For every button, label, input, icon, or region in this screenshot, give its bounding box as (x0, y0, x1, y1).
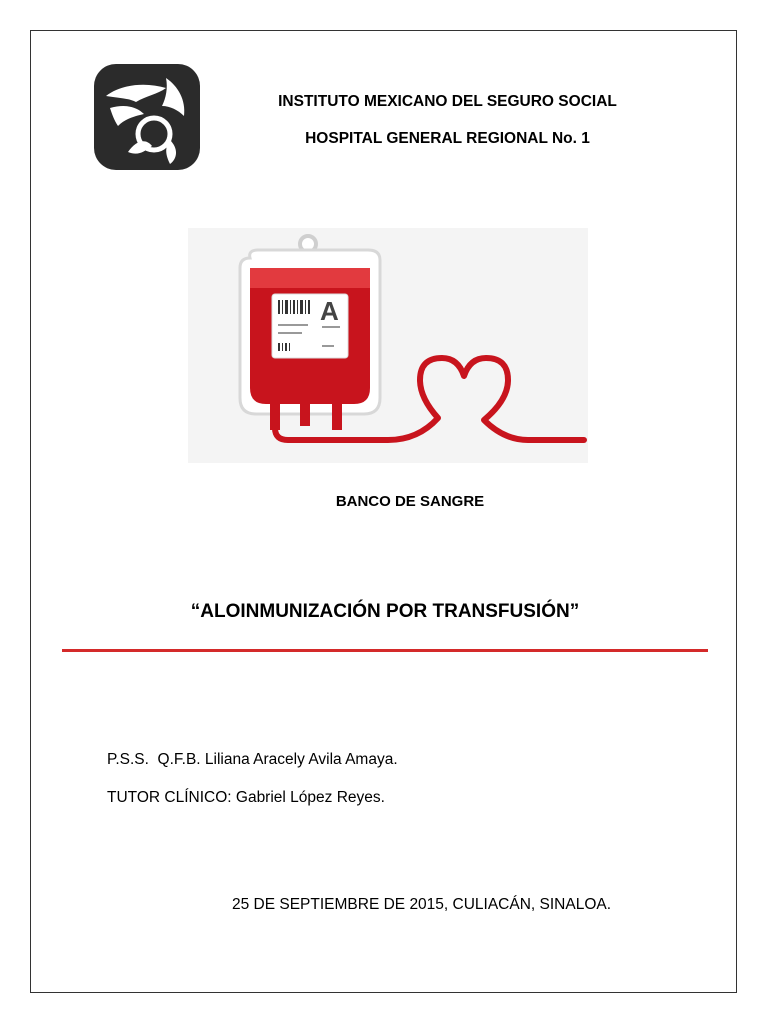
hospital-name: HOSPITAL GENERAL REGIONAL No. 1 (305, 130, 590, 147)
department-name: BANCO DE SANGRE (335, 493, 485, 510)
title-divider (62, 649, 708, 652)
author-line: P.S.S. Q.F.B. Liliana Aracely Avila Amaya. (107, 751, 398, 768)
page-border (30, 30, 737, 993)
blood-type-letter: A (320, 296, 339, 326)
institution-name: INSTITUTO MEXICANO DEL SEGURO SOCIAL (278, 93, 617, 110)
blood-bag-icon (188, 228, 588, 463)
tutor-line: TUTOR CLÍNICO: Gabriel López Reyes. (107, 789, 385, 806)
date-place: 25 DE SEPTIEMBRE DE 2015, CULIACÁN, SINALOA. (232, 896, 612, 913)
imss-logo-icon (66, 56, 228, 172)
document-title: “ALOINMUNIZACIÓN POR TRANSFUSIÓN” (190, 601, 580, 622)
